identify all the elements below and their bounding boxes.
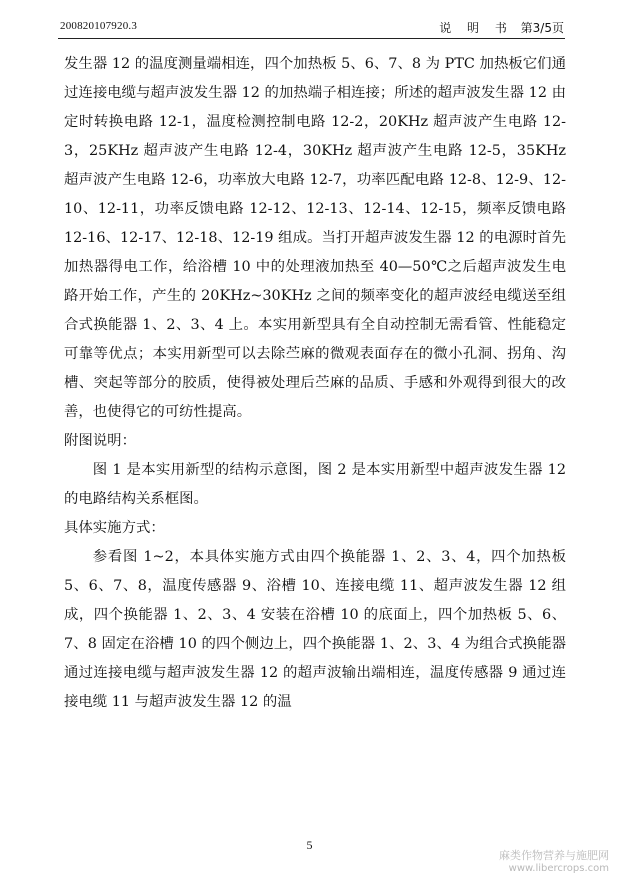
section-heading-drawings: 附图说明： xyxy=(64,433,136,449)
watermark xyxy=(499,849,609,875)
header-divider xyxy=(58,38,565,39)
page-number: 5 xyxy=(306,838,313,852)
paragraph-embodiment: 参看图 1~2，本具体实施方式由四个换能器 1、2、3、4，四个加热板 5、6、7、8，温度传感器 9、浴槽 10、连接电缆 11、超声波发生器 12 组成，四个换能器 1、2、3、4 安装在浴槽 10 的底面上，四个加热板 5、6、7、8 固定在浴槽 10 的四个侧边上，四个换能器 1、2、3、4 为组合式换能器通过连接电缆与超声波发生器 12 的超声波输出端相连，温度传感器 9 通过连接电缆 11 与超声波发生器 12 的温 xyxy=(64,549,566,710)
watermark-url: www.libercrops.com xyxy=(508,863,609,874)
page-info: 第3/5页 xyxy=(520,21,564,35)
patent-number: 200820107920.3 xyxy=(60,20,138,32)
section-heading-embodiment: 具体实施方式： xyxy=(64,520,165,536)
document-body xyxy=(64,50,566,717)
paragraph-continuation: 发生器 12 的温度测量端相连，四个加热板 5、6、7、8 为 PTC 加热板它们通过连接电缆与超声波发生器 12 的加热端子相连接；所述的超声波发生器 12 由定时转换电路 12-1，温度检测控制电路 12-2，20KHz 超声波产生电路 12-3，25KHz 超声波产生电路 12-4，30KHz 超声波产生电路 12-5，35KHz 超声波产生电路 12-6，功率放大电路 12-7，功率匹配电路 12-8、12-9、12-10、12-11，功率反馈电路 12-12、12-13、12-14、12-15，频率反馈电路 12-16、12-17、12-18、12-19 组成。当打开超声波发生器 12 的电源时首先加热器得电工作，给浴槽 10 中的处理液加热至 40—50℃之后超声波发生电路开始工作，产生的 20KHz~30KHz 之间的频率变化的超声波经电缆送至组合式换能器 1、2、3、4 上。本实用新型具有全自动控制无需看管、性能稳定可靠等优点；本实用新型可以去除苎麻的微观表面存在的微小孔洞、拐角、沟槽、突起等部分的胶质，使得被处理后苎麻的品质、手感和外观得到很大的改善，也使得它的可纺性提高。 xyxy=(64,56,566,420)
header-right xyxy=(439,19,564,36)
paragraph-drawings: 图 1 是本实用新型的结构示意图，图 2 是本实用新型中超声波发生器 12 的电路结构关系框图。 xyxy=(64,462,566,507)
document-title: 说 明 书 xyxy=(439,21,513,35)
watermark-site-name: 麻类作物营养与施肥网 xyxy=(499,849,609,862)
